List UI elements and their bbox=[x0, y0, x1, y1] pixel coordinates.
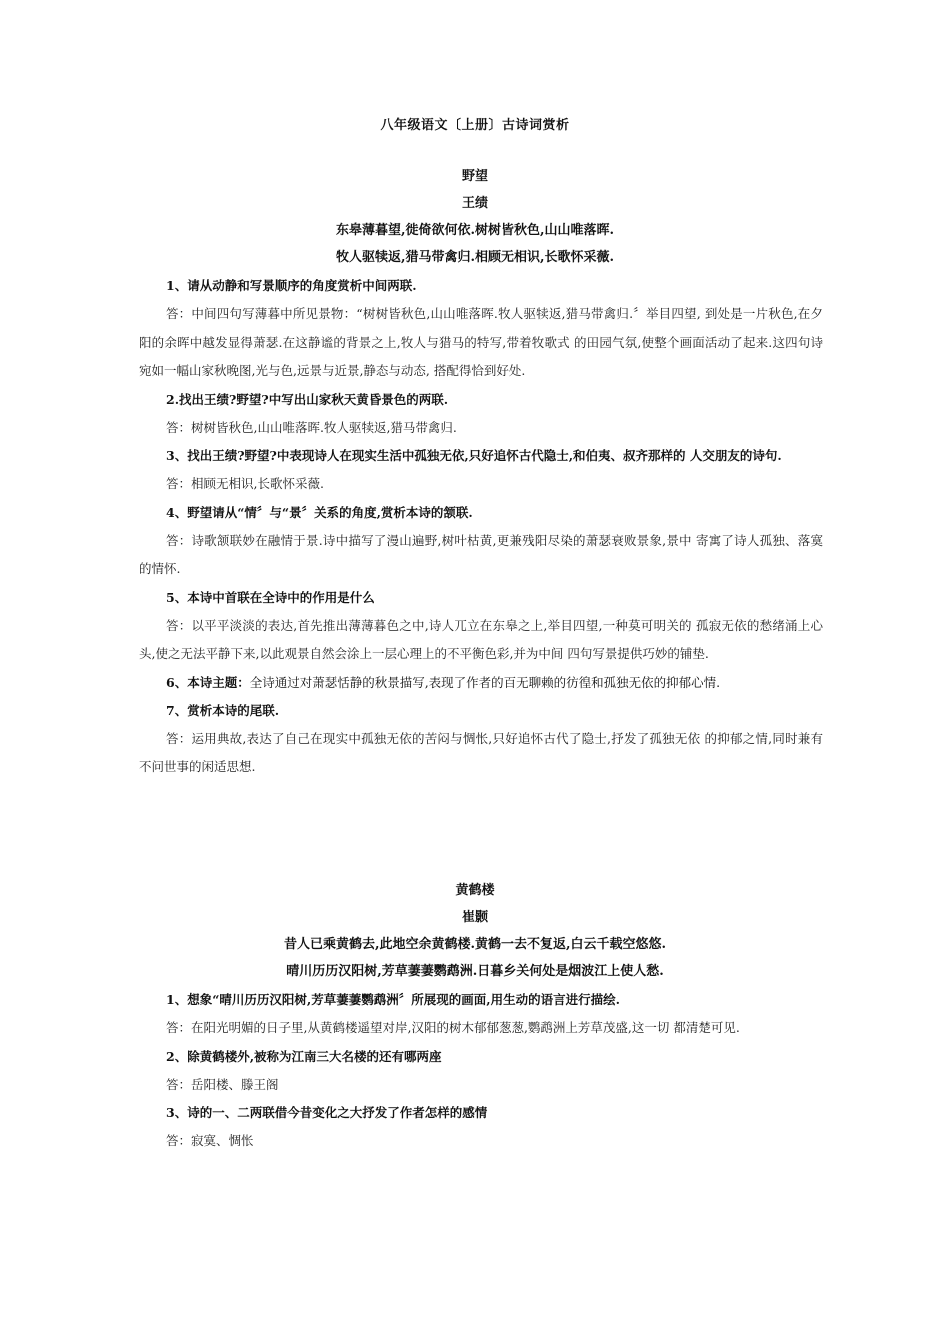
poem-1-answer-3: 答：相顾无相识,长歌怀采薇. bbox=[166, 476, 324, 491]
poem-2-line-2: 晴川历历汉阳树,芳草萋萋鹦鹉洲.日暮乡关何处是烟波江上使人愁. bbox=[286, 964, 664, 979]
poem-1-theme-text: 全诗通过对萧瑟恬静的秋景描写,表现了作者的百无聊赖的彷徨和孤独无依的抑郁心情. bbox=[249, 674, 721, 690]
poem-1-question-5: 5、本诗中首联在全诗中的作用是什么 bbox=[166, 589, 375, 605]
poem-1-answer-4: 答：诗歌颔联妙在融情于景.诗中描写了漫山遍野,树叶枯黄,更兼残阳尽染的萧瑟衰败景象,景中 寄寓了诗人孤独、落寞的情怀. bbox=[139, 532, 823, 576]
poem-2-answer-2: 答：岳阳楼、滕王阁 bbox=[166, 1076, 279, 1092]
poem-2-question-1: 1、想象“晴川历历汉阳树,芳草萋萋鹦鹉洲〞所展现的画面,用生动的语言进行描绘. bbox=[166, 992, 620, 1007]
poem-1-header bbox=[0, 163, 950, 271]
poem-2-questions bbox=[139, 986, 823, 1156]
document-title: 八年级语文〔上册〕古诗词赏析 bbox=[380, 118, 570, 133]
poem-1-line-1: 东皋薄暮望,徙倚欲何依.树树皆秋色,山山唯落晖. bbox=[335, 223, 615, 238]
poem-1-theme-label: 6、本诗主题： bbox=[166, 674, 250, 690]
poem-1-line-2: 牧人驱犊返,猎马带禽归.相顾无相识,长歌怀采薇. bbox=[335, 250, 615, 265]
poem-1-answer-2: 答：树树皆秋色,山山唯落晖.牧人驱犊返,猎马带禽归. bbox=[166, 419, 457, 435]
poem-1-question-7: 7、赏析本诗的尾联. bbox=[166, 702, 280, 718]
poem-2-author: 崔颢 bbox=[461, 910, 488, 925]
poem-1-answer-1: 答：中间四句写薄暮中所见景物：“树树皆秋色,山山唯落晖.牧人驱犊返,猎马带禽归.〞举目四望, 到处是一片秋色,在夕阳的余晖中越发显得萧瑟.在这静谧的背景之上,牧人与猎马的特写,带着牧歌式 的田园气氛,使整个画面活动了起来.这四句诗宛如一幅山家秋晚图,光与色,远景与近景,静态与动态, 搭配得恰到好处. bbox=[139, 306, 823, 378]
poem-1-questions bbox=[139, 272, 823, 782]
poem-1-question-4: 4、野望请从“情〞与“景〞关系的角度,赏析本诗的颔联. bbox=[166, 504, 473, 520]
poem-2-line-1: 昔人已乘黄鹤去,此地空余黄鹤楼.黄鹤一去不复返,白云千载空悠悠. bbox=[283, 937, 667, 952]
poem-2-question-2: 2、除黄鹤楼外,被称为江南三大名楼的还有哪两座 bbox=[166, 1048, 442, 1064]
poem-1-author: 王绩 bbox=[461, 196, 488, 211]
poem-1-answer-7: 答：运用典故,表达了自己在现实中孤独无依的苦闷与惆怅,只好追怀古代了隐士,抒发了孤独无依 的抑郁之情,同时兼有不问世事的闲适思想. bbox=[139, 730, 823, 774]
poem-1-question-3: 3、找出王绩?野望?中表现诗人在现实生活中孤独无依,只好追怀古代隐士,和伯夷、叔齐那样的 人交朋友的诗句. bbox=[166, 448, 782, 463]
poem-1-theme bbox=[139, 669, 823, 697]
poem-1-title: 野望 bbox=[461, 169, 488, 184]
poem-2-title: 黄鹤楼 bbox=[455, 883, 495, 898]
poem-1-question-1: 1、请从动静和写景顺序的角度赏析中间两联. bbox=[166, 278, 417, 293]
poem-1-question-2: 2.找出王绩?野望?中写出山家秋天黄昏景色的两联. bbox=[166, 391, 449, 407]
poem-2-question-3: 3、诗的一、二两联借今昔变化之大抒发了作者怎样的感情 bbox=[166, 1105, 488, 1120]
poem-2-answer-3: 答：寂寞、惆怅 bbox=[166, 1133, 254, 1148]
poem-2-header bbox=[0, 877, 950, 985]
poem-1-answer-5: 答：以平平淡淡的表达,首先推出薄薄暮色之中,诗人兀立在东皋之上,举目四望,一种莫可明关的 孤寂无依的愁绪涌上心头,使之无法平静下来,以此观景自然会涂上一层心理上的不平衡色彩,并为中间 四句写景提供巧妙的铺垫. bbox=[139, 617, 823, 661]
poem-2-answer-1: 答：在阳光明媚的日子里,从黄鹤楼遥望对岸,汉阳的树木郁郁葱葱,鹦鹉洲上芳草茂盛,这一切 都清楚可见. bbox=[166, 1020, 740, 1035]
